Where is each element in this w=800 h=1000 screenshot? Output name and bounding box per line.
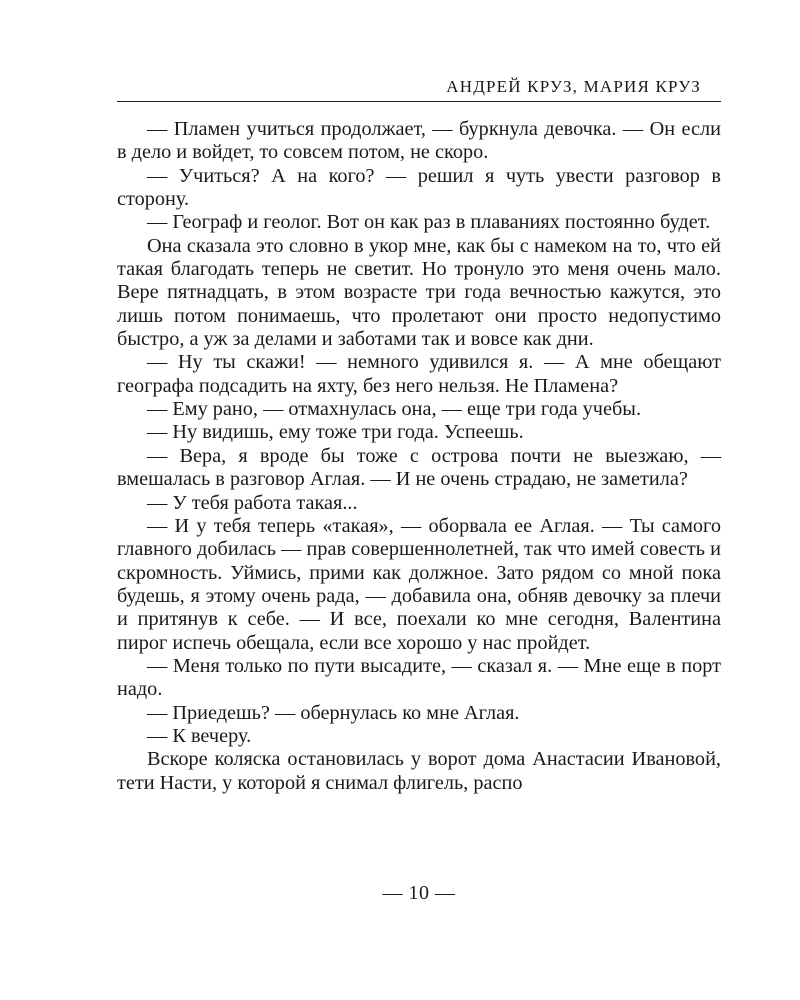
paragraph: — Приедешь? — обернулась ко мне Аглая. [147,701,520,724]
body-text [117,118,721,795]
paragraph: — Географ и геолог. Вот он как раз в плаваниях постоянно будет. [147,211,711,234]
paragraph: — Учиться? А на кого? — решил я чуть увести разговор в сторону. [117,164,721,211]
page-number: — 10 — [382,882,456,904]
paragraph: — Меня только по пути высадите, — сказал я. — Мне еще в порт надо. [117,654,721,701]
paragraph: Она сказала это словно в укор мне, как бы с намеком на то, что ей такая благодать теперь не светит. Но тронуло это меня очень мало. Вере пятнадцать, в этом возрасте три года вечностью кажутся, это лишь потом понимаешь, что пролетают они просто недопустимо быстро, а уж за делами и заботами так и вовсе как дни. [117,234,721,351]
paragraph: — Ну ты скажи! — немного удивился я. — А мне обещают географа подсадить на яхту, без него нельзя. Не Пламена? [117,351,721,397]
paragraph: — К вечеру. [147,724,252,747]
paragraph: — Вера, я вроде бы тоже с острова почти не выезжаю, — вмешалась в разговор Аглая. — И не очень страдаю, не заметила? [117,444,721,491]
book-page [117,0,721,1000]
paragraph: — У тебя работа такая... [147,491,358,514]
paragraph: — Ему рано, — отмахнулась она, — еще три года учебы. [147,398,642,421]
paragraph: Вскоре коляска остановилась у ворот дома Анастасии Ивановой, тети Насти, у которой я снимал флигель, распо [117,748,721,794]
paragraph: — И у тебя теперь «такая», — оборвала ее Аглая. — Ты самого главного добилась — прав совершеннолетней, так что имей совесть и скромность. Уймись, прими как должное. Зато рядом со мной пока будешь, я этому очень рада, — добавила она, обняв девочку за плечи и притянув к себе. — И все, поехали ко мне сегодня, Валентина пирог испечь обещала, если все хорошо у нас пройдет. [117,514,721,654]
running-head: АНДРЕЙ КРУЗ, МАРИЯ КРУЗ [446,77,701,96]
paragraph: — Пламен учиться продолжает, — буркнула девочка. — Он если в дело и войдет, то совсем потом, не скоро. [117,118,721,164]
header-rule [117,101,721,102]
paragraph: — Ну видишь, ему тоже три года. Успеешь. [147,421,524,444]
